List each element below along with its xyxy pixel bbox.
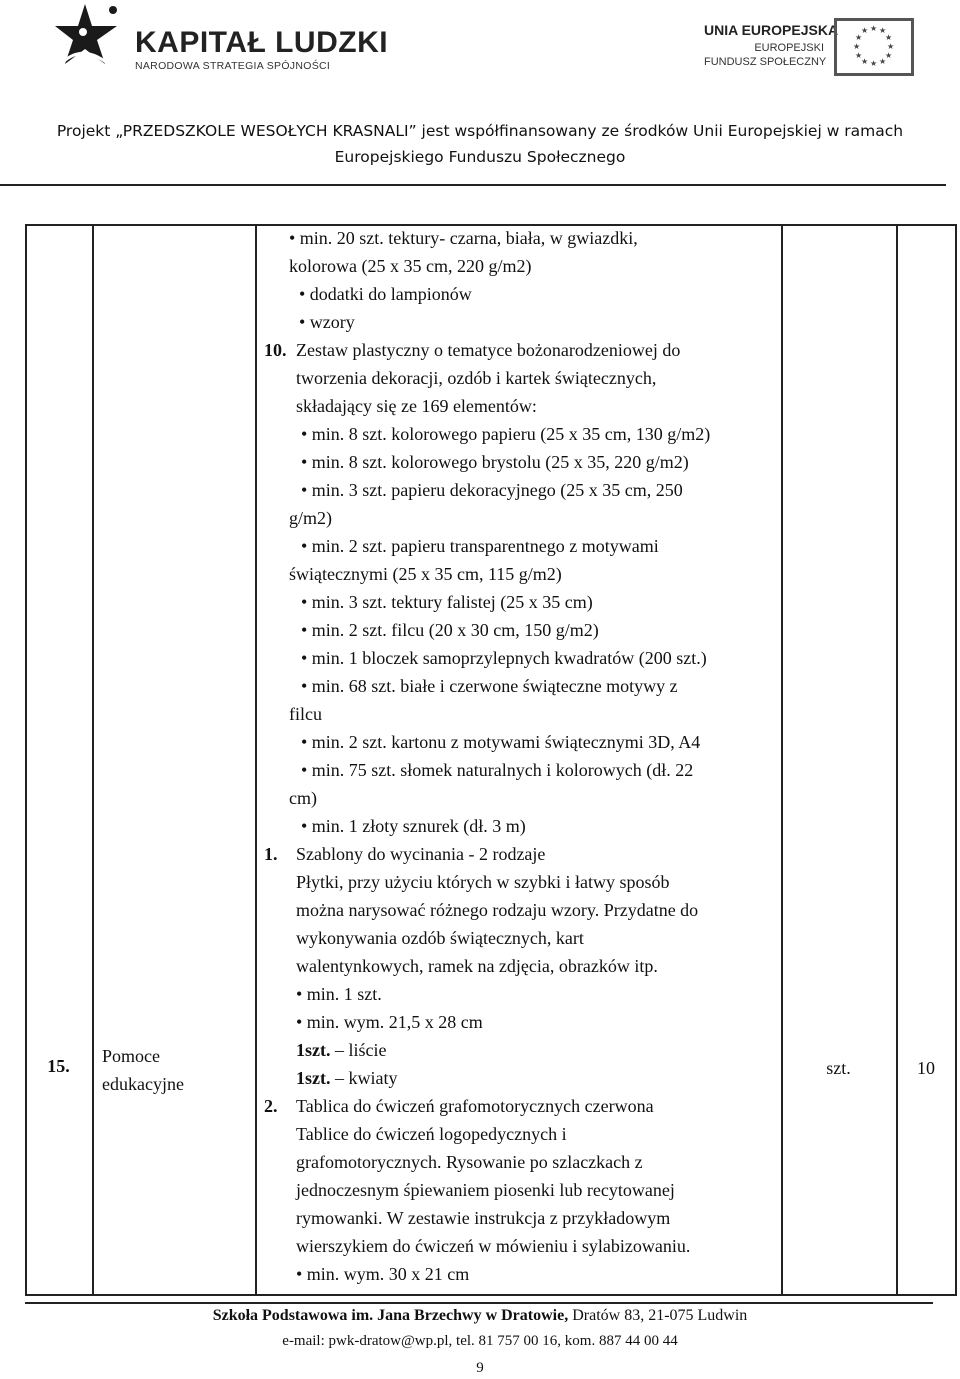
kapital-ludzki-subtitle: NARODOWA STRATEGIA SPÓJNOŚCI [135,60,331,72]
svg-text:★: ★ [885,33,893,42]
svg-text:★: ★ [879,57,887,66]
kapital-ludzki-star-icon [55,2,125,78]
footer-school-name: Szkoła Podstawowa im. Jana Brzechwy w Dratowie, [212,1307,569,1324]
desc-line: • min. wym. 30 x 21 cm [296,1264,470,1284]
desc-line: • min. 1 złoty sznurek (dł. 3 m) [301,816,526,836]
desc-line: świątecznymi (25 x 35 cm, 115 g/m2) [289,564,562,584]
pcs-bold: 1szt. [296,1068,331,1088]
dash: – [335,1068,344,1088]
list-number: 2. [264,1096,278,1116]
item-name-line1: Pomoce [102,1046,160,1066]
desc-line: wierszykiem do ćwiczeń w mówieniu i sylabizowaniu. [296,1236,691,1256]
project-funding-line1: Projekt „PRZEDSZKOLE WESOŁYCH KRASNALI” jest współfinansowany ze środków Unii Europejskiej w ramach [56,122,904,140]
desc-line: • min. 3 szt. tektury falistej (25 x 35 cm) [301,592,593,612]
desc-line: • min. 75 szt. słomek naturalnych i kolorowych (dł. 22 [301,760,694,780]
quantity-value: 10 [917,1058,935,1078]
pcs-item: kwiaty [348,1068,398,1088]
project-funding-line2: Europejskiego Funduszu Społecznego [334,148,626,166]
svg-text:★: ★ [861,57,869,66]
desc-line: • min. 2 szt. filcu (20 x 30 cm, 150 g/m2) [301,620,599,640]
table-cell-description [255,224,781,1296]
footer-school-address: Dratów 83, 21-075 Ludwin [568,1307,748,1324]
footer-school [0,1305,960,1327]
desc-line: wykonywania ozdób świątecznych, kart [296,928,584,948]
svg-text:★: ★ [853,42,861,51]
item-name-line2: edukacyjne [102,1074,184,1094]
unit-value: szt. [826,1058,851,1078]
desc-line: walentynkowych, ramek na zdjęcia, obrazków itp. [296,956,658,976]
eu-flag-icon [834,18,914,76]
desc-line: rymowanki. W zestawie instrukcja z przykładowym [296,1208,671,1228]
desc-line-pcs [296,1064,398,1092]
eu-logo-line1: UNIA EUROPEJSKA [704,22,839,38]
footer-contact: e-mail: pwk-dratow@wp.pl, tel. 81 757 00 16, kom. 887 44 00 44 [282,1333,678,1349]
table-cell-name [92,224,255,1296]
list-number: 1. [264,844,278,864]
desc-line: g/m2) [289,508,332,528]
desc-line: można narysować różnego rodzaju wzory. Przydatne do [296,900,699,920]
desc-line: Zestaw plastyczny o tematyce bożonarodzeniowej do [296,340,681,360]
page-number: 9 [476,1360,484,1376]
desc-line: • min. 8 szt. kolorowego brystolu (25 x 35, 220 g/m2) [301,452,689,472]
row-number: 15. [47,1056,70,1076]
footer-divider [25,1302,933,1304]
table-cell-lp [25,224,92,1296]
desc-line: • dodatki do lampionów [299,284,472,304]
svg-text:★: ★ [887,42,895,51]
desc-line: • min. 2 szt. kartonu z motywami świątecznymi 3D, A4 [301,732,701,752]
desc-line: Tablice do ćwiczeń logopedycznych i [296,1124,567,1144]
desc-line: grafomotorycznych. Rysowanie po szlaczkach z [296,1152,643,1172]
desc-line: • min. 20 szt. tektury- czarna, biała, w gwiazdki, [289,228,638,248]
desc-line: • min. 1 bloczek samoprzylepnych kwadratów (200 szt.) [301,648,707,668]
svg-text:★: ★ [855,33,863,42]
desc-line: • min. 8 szt. kolorowego papieru (25 x 35 cm, 130 g/m2) [301,424,711,444]
desc-line: • min. wym. 21,5 x 28 cm [296,1012,483,1032]
pcs-item: liście [348,1040,387,1060]
svg-text:★: ★ [861,26,869,35]
desc-line: Szablony do wycinania - 2 rodzaje [296,844,546,864]
desc-line: filcu [289,704,322,724]
desc-line: Tablica do ćwiczeń grafomotorycznych czerwona [296,1096,654,1116]
eu-logo-line3: FUNDUSZ SPOŁECZNY [704,56,827,68]
desc-line: • min. 3 szt. papieru dekoracyjnego (25 x 35 cm, 250 [301,480,683,500]
table-cell-unit [781,224,896,1296]
desc-line: jednoczesnym śpiewaniem piosenki lub recytowanej [296,1180,675,1200]
desc-line: składający się ze 169 elementów: [296,396,537,416]
desc-line: Płytki, przy użyciu których w szybki i łatwy sposób [296,872,670,892]
desc-line-pcs [296,1036,387,1064]
list-number: 10. [264,340,287,360]
desc-line: kolorowa (25 x 35 cm, 220 g/m2) [289,256,532,276]
desc-line: • min. 68 szt. białe i czerwone świąteczne motywy z [301,676,678,696]
desc-line: • min. 1 szt. [296,984,382,1004]
header-divider [0,184,946,186]
eu-logo [704,18,914,78]
project-funding-note [0,118,960,170]
svg-text:★: ★ [885,51,893,60]
pcs-bold: 1szt. [296,1040,331,1060]
kapital-ludzki-logo [55,2,389,80]
eu-logo-line2: EUROPEJSKI [754,42,824,54]
desc-line: • wzory [299,312,355,332]
svg-text:★: ★ [870,24,878,33]
svg-text:★: ★ [855,51,863,60]
desc-line: • min. 2 szt. papieru transparentnego z motywami [301,536,659,556]
svg-text:★: ★ [879,26,887,35]
dash: – [335,1040,344,1060]
table-cell-quantity [896,224,956,1296]
items-table [25,224,956,1296]
desc-line: cm) [289,788,317,808]
item-name [102,1042,184,1098]
kapital-ludzki-title: KAPITAŁ LUDZKI [135,26,389,59]
svg-text:★: ★ [870,59,878,68]
desc-line: tworzenia dekoracji, ozdób i kartek świątecznych, [296,368,657,388]
